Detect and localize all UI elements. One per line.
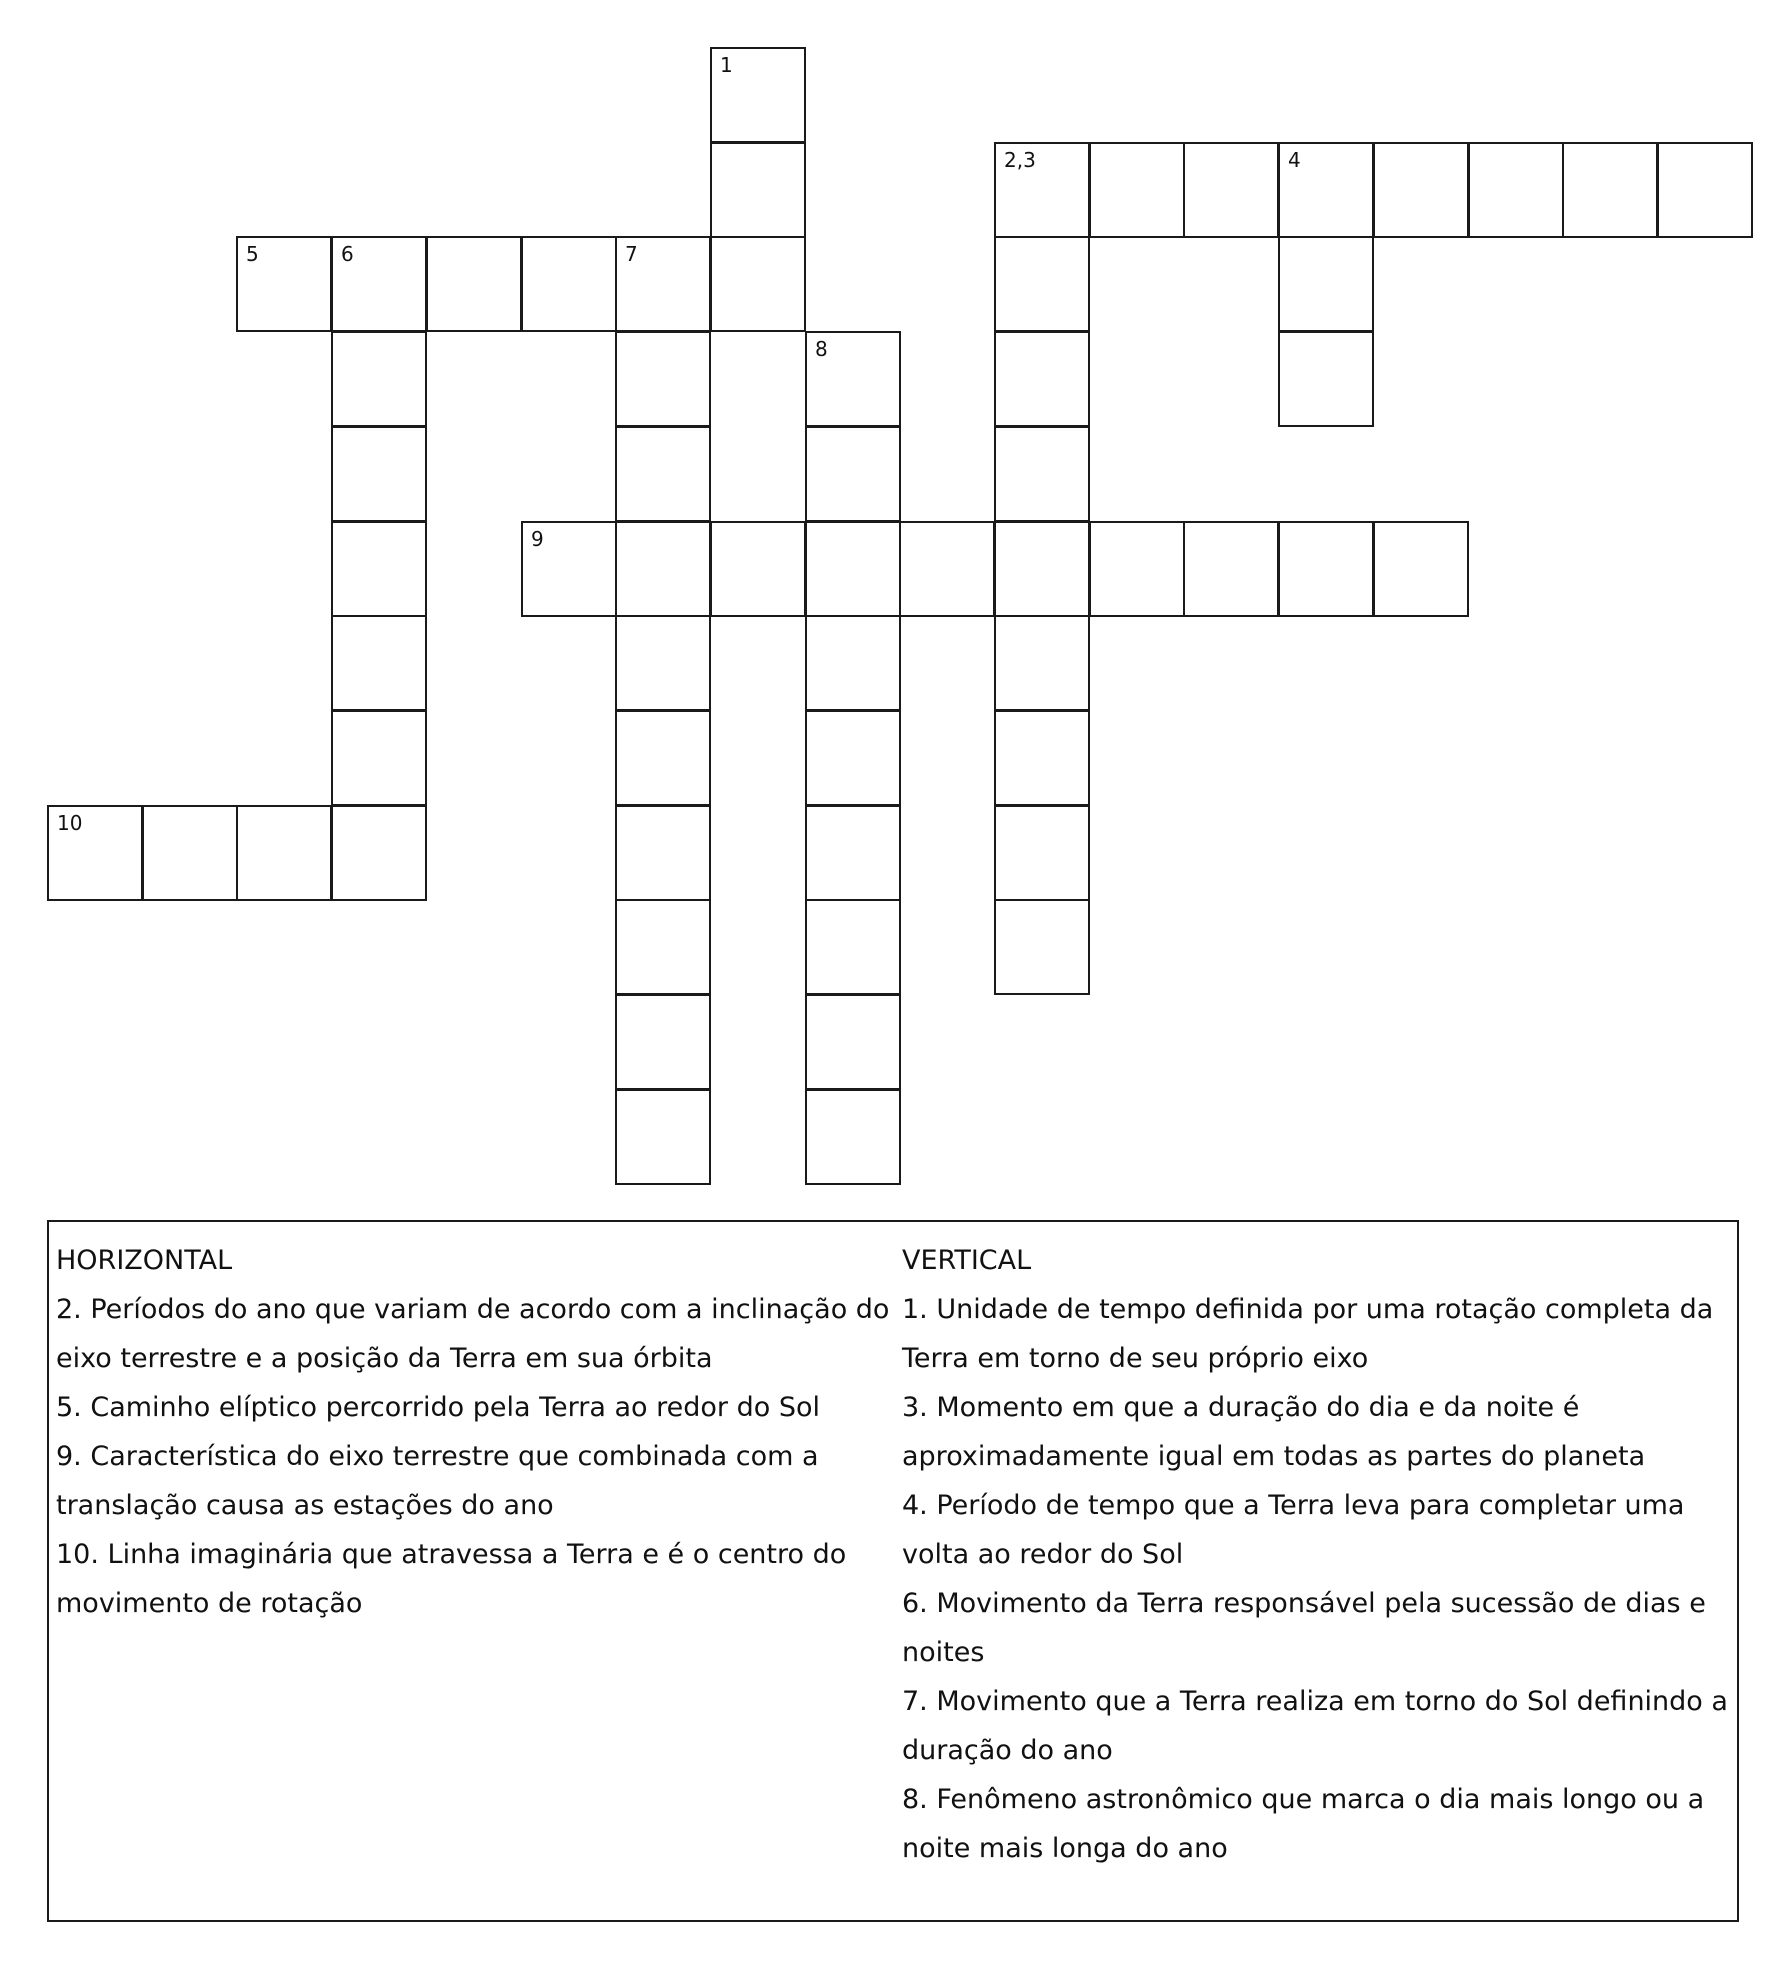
clue-line: 6. Movimento da Terra responsável pela sucessão de dias e [902,1588,1706,1619]
grid-cell[interactable] [331,236,427,332]
clue-number: 9 [531,527,544,551]
grid-cell[interactable] [615,236,711,332]
clue-line: 10. Linha imaginária que atravessa a Terra e é o centro do [56,1539,847,1570]
grid-cell[interactable] [805,899,901,995]
clue-line: 1. Unidade de tempo definida por uma rotação completa da [902,1294,1714,1325]
grid-cell[interactable] [994,142,1090,238]
grid-cell[interactable] [994,805,1090,901]
grid-cell[interactable] [1278,236,1374,332]
grid-cell[interactable] [236,805,332,901]
clue-line: noite mais longa do ano [902,1833,1228,1864]
grid-cell[interactable] [1562,142,1658,238]
horizontal-clues [56,1236,896,1628]
grid-cell[interactable] [615,615,711,711]
grid-cell[interactable] [331,805,427,901]
grid-cell[interactable] [1373,521,1469,617]
grid-cell[interactable] [994,899,1090,995]
grid-cell[interactable] [710,142,806,238]
grid-cell[interactable] [1373,142,1469,238]
grid-cell[interactable] [805,710,901,806]
clue-line: 7. Movimento que a Terra realiza em torno do Sol definindo a [902,1686,1728,1717]
clue-line: eixo terrestre e a posição da Terra em sua órbita [56,1343,713,1374]
clue-number: 8 [815,337,828,361]
grid-cell[interactable] [994,236,1090,332]
grid-cell[interactable] [331,710,427,806]
grid-cell[interactable] [1657,142,1753,238]
clue-number: 2,3 [1004,148,1036,172]
grid-cell[interactable] [331,521,427,617]
grid-cell[interactable] [805,805,901,901]
vertical-clues [902,1236,1730,1873]
grid-cell[interactable] [994,615,1090,711]
grid-cell[interactable] [710,47,806,143]
grid-cell[interactable] [710,521,806,617]
grid-cell[interactable] [1183,142,1279,238]
grid-cell[interactable] [710,236,806,332]
grid-cell[interactable] [615,1089,711,1185]
grid-cell[interactable] [1278,331,1374,427]
grid-cell[interactable] [1089,142,1185,238]
grid-cell[interactable] [615,994,711,1090]
grid-cell[interactable] [142,805,238,901]
grid-cell[interactable] [426,236,522,332]
clue-number: 4 [1288,148,1301,172]
clues-box [47,1220,1739,1922]
grid-cell[interactable] [1089,521,1185,617]
grid-cell[interactable] [615,805,711,901]
clue-number: 10 [57,811,83,835]
clue-line: translação causa as estações do ano [56,1490,554,1521]
grid-cell[interactable] [47,805,143,901]
grid-cell[interactable] [615,426,711,522]
clue-line: duração do ano [902,1735,1113,1766]
vertical-heading: VERTICAL [902,1245,1032,1276]
grid-cell[interactable] [615,331,711,427]
clue-line: 3. Momento em que a duração do dia e da noite é [902,1392,1580,1423]
grid-cell[interactable] [1183,521,1279,617]
grid-cell[interactable] [1278,521,1374,617]
grid-cell[interactable] [521,236,617,332]
clue-line: aproximadamente igual em todas as partes do planeta [902,1441,1646,1472]
grid-cell[interactable] [615,899,711,995]
grid-cell[interactable] [805,1089,901,1185]
clue-line: Terra em torno de seu próprio eixo [902,1343,1369,1374]
grid-cell[interactable] [615,521,711,617]
grid-cell[interactable] [521,521,617,617]
clue-number: 7 [625,242,638,266]
horizontal-heading: HORIZONTAL [56,1245,233,1276]
grid-cell[interactable] [899,521,995,617]
grid-cell[interactable] [805,426,901,522]
clue-line: 5. Caminho elíptico percorrido pela Terra ao redor do Sol [56,1392,821,1423]
clue-number: 5 [246,242,259,266]
grid-cell[interactable] [994,331,1090,427]
grid-cell[interactable] [236,236,332,332]
grid-cell[interactable] [805,331,901,427]
grid-cell[interactable] [994,426,1090,522]
clue-line: volta ao redor do Sol [902,1539,1184,1570]
grid-cell[interactable] [805,615,901,711]
clue-line: movimento de rotação [56,1588,363,1619]
grid-cell[interactable] [615,710,711,806]
clue-number: 6 [341,242,354,266]
clue-line: 9. Característica do eixo terrestre que combinada com a [56,1441,819,1472]
grid-cell[interactable] [331,331,427,427]
grid-cell[interactable] [331,615,427,711]
grid-cell[interactable] [331,426,427,522]
grid-cell[interactable] [805,521,901,617]
grid-cell[interactable] [805,994,901,1090]
clue-line: 8. Fenômeno astronômico que marca o dia mais longo ou a [902,1784,1705,1815]
grid-cell[interactable] [994,710,1090,806]
clue-number: 1 [720,53,733,77]
clue-line: 4. Período de tempo que a Terra leva para completar uma [902,1490,1685,1521]
grid-cell[interactable] [1468,142,1564,238]
clue-line: 2. Períodos do ano que variam de acordo com a inclinação do [56,1294,890,1325]
grid-cell[interactable] [994,521,1090,617]
clue-line: noites [902,1637,985,1668]
grid-cell[interactable] [1278,142,1374,238]
